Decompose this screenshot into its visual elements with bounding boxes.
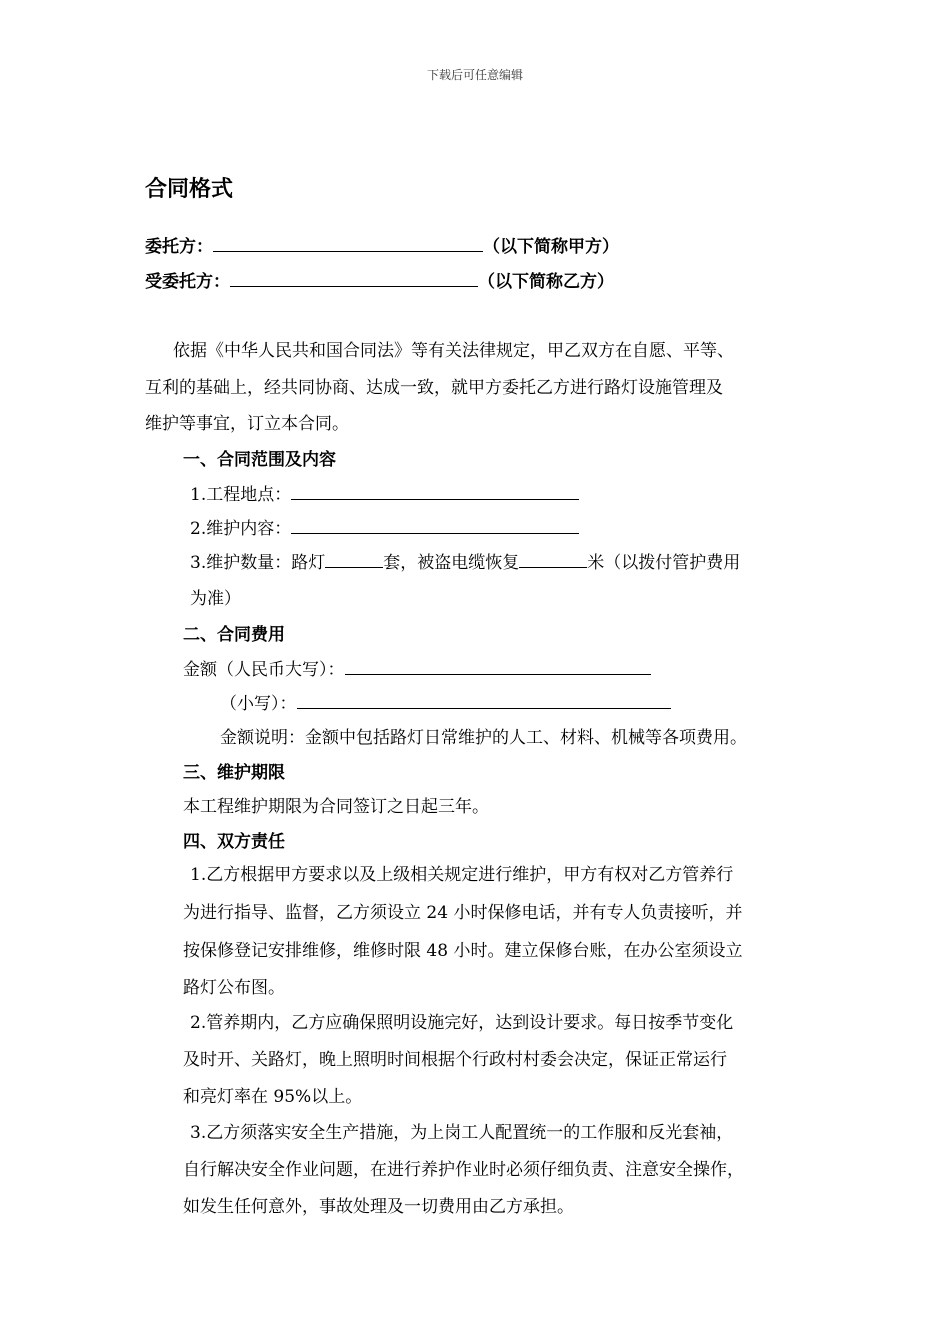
section4-p2-line1: 2.管养期内，乙方应确保照明设施完好，达到设计要求。每日按季节变化	[190, 1013, 734, 1033]
maintenance-content-label: 2.维护内容：	[190, 519, 292, 539]
amount-lower-line	[220, 692, 671, 715]
quantity-end: 米（以拨付管护费用	[587, 553, 741, 573]
amount-upper-label: 金额（人民币大写）：	[183, 660, 345, 680]
section3-text: 本工程维护期限为合同签订之日起三年。	[183, 797, 489, 817]
section1-item1	[190, 483, 579, 506]
section4-p3-line3: 如发生任何意外，事故处理及一切费用由乙方承担。	[183, 1197, 574, 1217]
contractor-line	[145, 270, 614, 293]
intro-line-3: 维护等事宜，订立本合同。	[145, 414, 349, 434]
quantity-label: 3.维护数量：路灯	[190, 553, 326, 573]
maintenance-content-blank	[291, 517, 579, 534]
section4-p3-line1: 3.乙方须落实安全生产措施，为上岗工人配置统一的工作服和反光套袖，	[190, 1123, 734, 1143]
section4-p1-line2: 为进行指导、监督，乙方须设立 24 小时保修电话，并有专人负责接听，并	[183, 903, 743, 923]
section4-p3-line2: 自行解决安全作业问题，在进行养护作业时必须仔细负责、注意安全操作，	[183, 1160, 744, 1180]
client-label: 委托方：	[145, 237, 213, 257]
client-suffix: （以下简称甲方）	[483, 237, 619, 257]
lamp-count-blank	[325, 551, 383, 568]
section1-item3-cont: 为准）	[190, 589, 241, 609]
intro-line-1: 依据《中华人民共和国合同法》等有关法律规定，甲乙双方在自愿、平等、	[173, 341, 734, 361]
section4-p1-line4: 路灯公布图。	[183, 978, 285, 998]
page-title: 合同格式	[145, 177, 234, 202]
contractor-suffix: （以下简称乙方）	[478, 272, 614, 292]
section2-heading: 二、合同费用	[183, 625, 285, 645]
intro-line-2: 互利的基础上，经共同协商、达成一致，就甲方委托乙方进行路灯设施管理及	[145, 378, 723, 398]
location-label: 1.工程地点：	[190, 485, 292, 505]
quantity-mid: 套，被盗电缆恢复	[383, 553, 520, 573]
section4-p1-line1: 1.乙方根据甲方要求以及上级相关规定进行维护，甲方有权对乙方管养行	[190, 865, 734, 885]
client-line	[145, 235, 619, 258]
section1-heading: 一、合同范围及内容	[183, 450, 336, 470]
cable-length-blank	[519, 551, 587, 568]
contractor-label: 受委托方：	[145, 272, 230, 292]
contractor-blank	[230, 270, 478, 287]
section1-item2	[190, 517, 579, 540]
amount-lower-label: （小写）：	[220, 694, 297, 714]
section4-p2-line3: 和亮灯率在 95%以上。	[183, 1087, 363, 1107]
section4-p1-line3: 按保修登记安排维修，维修时限 48 小时。建立保修台账，在办公室须设立	[183, 941, 743, 961]
amount-upper-line	[183, 658, 651, 681]
header-note: 下载后可任意编辑	[426, 68, 523, 82]
client-blank	[213, 235, 483, 252]
section4-p2-line2: 及时开、关路灯，晚上照明时间根据个行政村村委会决定，保证正常运行	[183, 1050, 727, 1070]
section3-heading: 三、维护期限	[183, 763, 285, 783]
section4-heading: 四、双方责任	[183, 832, 285, 852]
amount-lower-blank	[297, 692, 671, 709]
location-blank	[291, 483, 579, 500]
section1-item3	[190, 551, 740, 574]
amount-note: 金额说明：金额中包括路灯日常维护的人工、材料、机械等各项费用。	[220, 728, 747, 748]
amount-upper-blank	[345, 658, 651, 675]
